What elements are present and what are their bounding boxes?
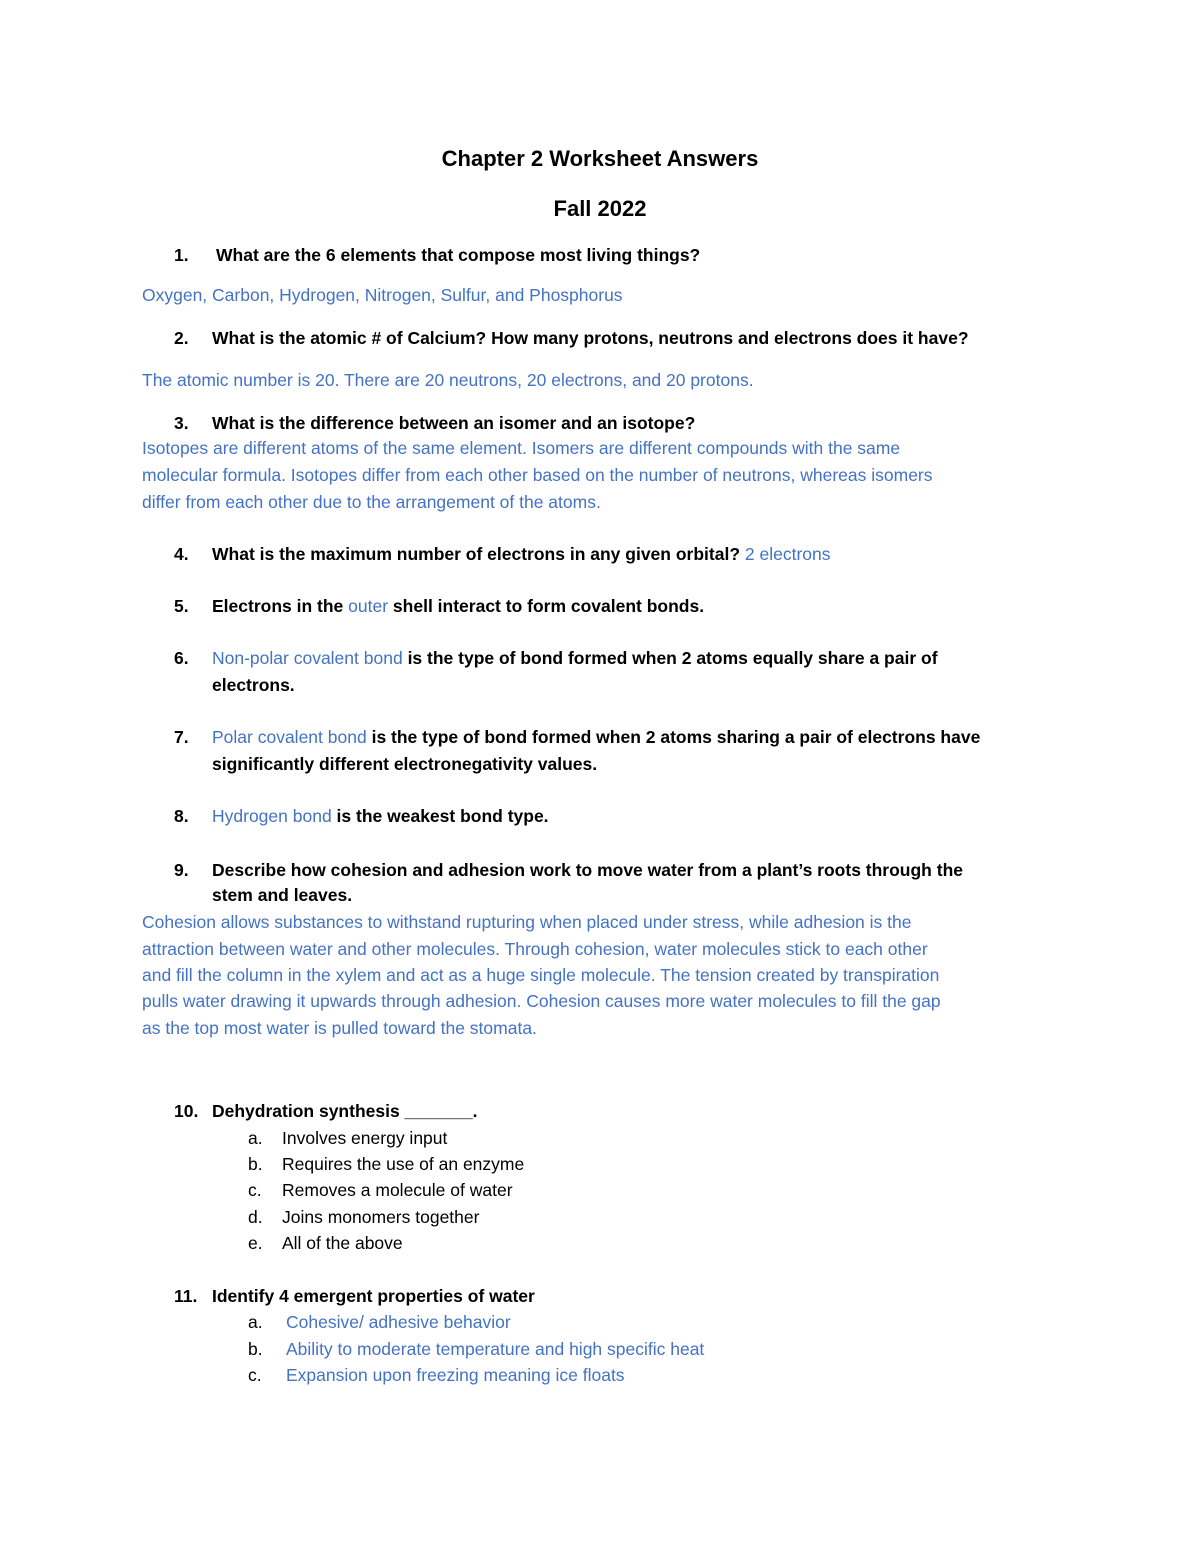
question-row — [212, 645, 938, 672]
question-number: 6. — [174, 648, 189, 668]
question-number: 10. — [174, 1101, 199, 1121]
answer-text: The atomic number is 20. There are 20 neutrons, 20 electrons, and 20 protons. — [142, 370, 754, 390]
question-row — [212, 593, 704, 620]
answer-line: Cohesion allows substances to withstand rupturing when placed under stress, while adhesion is the — [142, 912, 912, 932]
question-text: is the weakest bond type. — [336, 806, 549, 826]
option-text: Involves energy input — [282, 1128, 448, 1148]
option-letter: a. — [248, 1312, 263, 1332]
question-number: 11. — [174, 1286, 198, 1306]
question-text: What are the 6 elements that compose most living things? — [216, 245, 701, 265]
question-text: What is the maximum number of electrons in any given orbital? — [212, 544, 741, 564]
question-text: electrons. — [212, 675, 295, 695]
option-letter: e. — [248, 1233, 263, 1253]
answer-line: and fill the column in the xylem and act as a huge single molecule. The tension created by transpiration — [142, 965, 940, 985]
page-subtitle: Fall 2022 — [553, 196, 647, 221]
question-number: 9. — [174, 860, 189, 880]
option-text: Removes a molecule of water — [282, 1180, 513, 1200]
answer-line: molecular formula. Isotopes differ from each other based on the number of neutrons, whereas isomers — [142, 465, 933, 485]
question-row — [212, 724, 980, 751]
question-number: 8. — [174, 806, 189, 826]
option-letter: a. — [248, 1128, 263, 1148]
answer-text: Cohesive/ adhesive behavior — [286, 1312, 511, 1332]
question-text: is the type of bond formed when 2 atoms equally share a pair of — [407, 648, 938, 668]
option-letter: b. — [248, 1339, 263, 1359]
option-letter: c. — [248, 1180, 262, 1200]
question-text: What is the difference between an isomer and an isotope? — [212, 413, 696, 433]
answer-text: Ability to moderate temperature and high specific heat — [286, 1339, 705, 1359]
question-text: shell interact to form covalent bonds. — [392, 596, 705, 616]
answer-text: Non-polar covalent bond — [212, 648, 403, 668]
answer-text: Hydrogen bond — [212, 806, 332, 826]
question-text: Identify 4 emergent properties of water — [212, 1286, 535, 1306]
answer-text: outer — [348, 596, 389, 616]
answer-line: attraction between water and other molecules. Through cohesion, water molecules stick to each other — [142, 939, 928, 959]
question-text: Dehydration synthesis _______. — [212, 1101, 478, 1121]
question-number: 2. — [174, 328, 189, 348]
question-number: 5. — [174, 596, 189, 616]
question-text: Electrons in the — [212, 596, 344, 616]
option-text: Requires the use of an enzyme — [282, 1154, 525, 1174]
question-line: Describe how cohesion and adhesion work to move water from a plant’s roots through the — [212, 860, 963, 880]
question-number: 4. — [174, 544, 189, 564]
answer-text: 2 electrons — [744, 544, 831, 564]
answer-line: pulls water drawing it upwards through adhesion. Cohesion causes more water molecules to fill the gap — [142, 991, 941, 1011]
question-text: What is the atomic # of Calcium? How many protons, neutrons and electrons does it have? — [212, 328, 969, 348]
answer-line: as the top most water is pulled toward the stomata. — [142, 1018, 537, 1038]
question-number: 3. — [174, 413, 189, 433]
option-text: Joins monomers together — [282, 1207, 480, 1227]
question-text: is the type of bond formed when 2 atoms sharing a pair of electrons have — [371, 727, 981, 747]
page-title: Chapter 2 Worksheet Answers — [441, 146, 759, 171]
question-number: 7. — [174, 727, 189, 747]
question-text: significantly different electronegativity values. — [212, 754, 598, 774]
option-letter: b. — [248, 1154, 263, 1174]
answer-text: Polar covalent bond — [212, 727, 367, 747]
question-line: stem and leaves. — [212, 885, 353, 905]
question-row — [212, 803, 549, 830]
option-text: All of the above — [282, 1233, 403, 1253]
question-row — [212, 541, 831, 568]
option-letter: c. — [248, 1365, 262, 1385]
answer-text: Expansion upon freezing meaning ice floats — [286, 1365, 625, 1385]
answer-line: differ from each other due to the arrangement of the atoms. — [142, 492, 601, 512]
question-number: 1. — [174, 245, 189, 265]
answer-line: Isotopes are different atoms of the same element. Isomers are different compounds with the same — [142, 438, 901, 458]
answer-text: Oxygen, Carbon, Hydrogen, Nitrogen, Sulfur, and Phosphorus — [142, 285, 623, 305]
option-letter: d. — [248, 1207, 263, 1227]
